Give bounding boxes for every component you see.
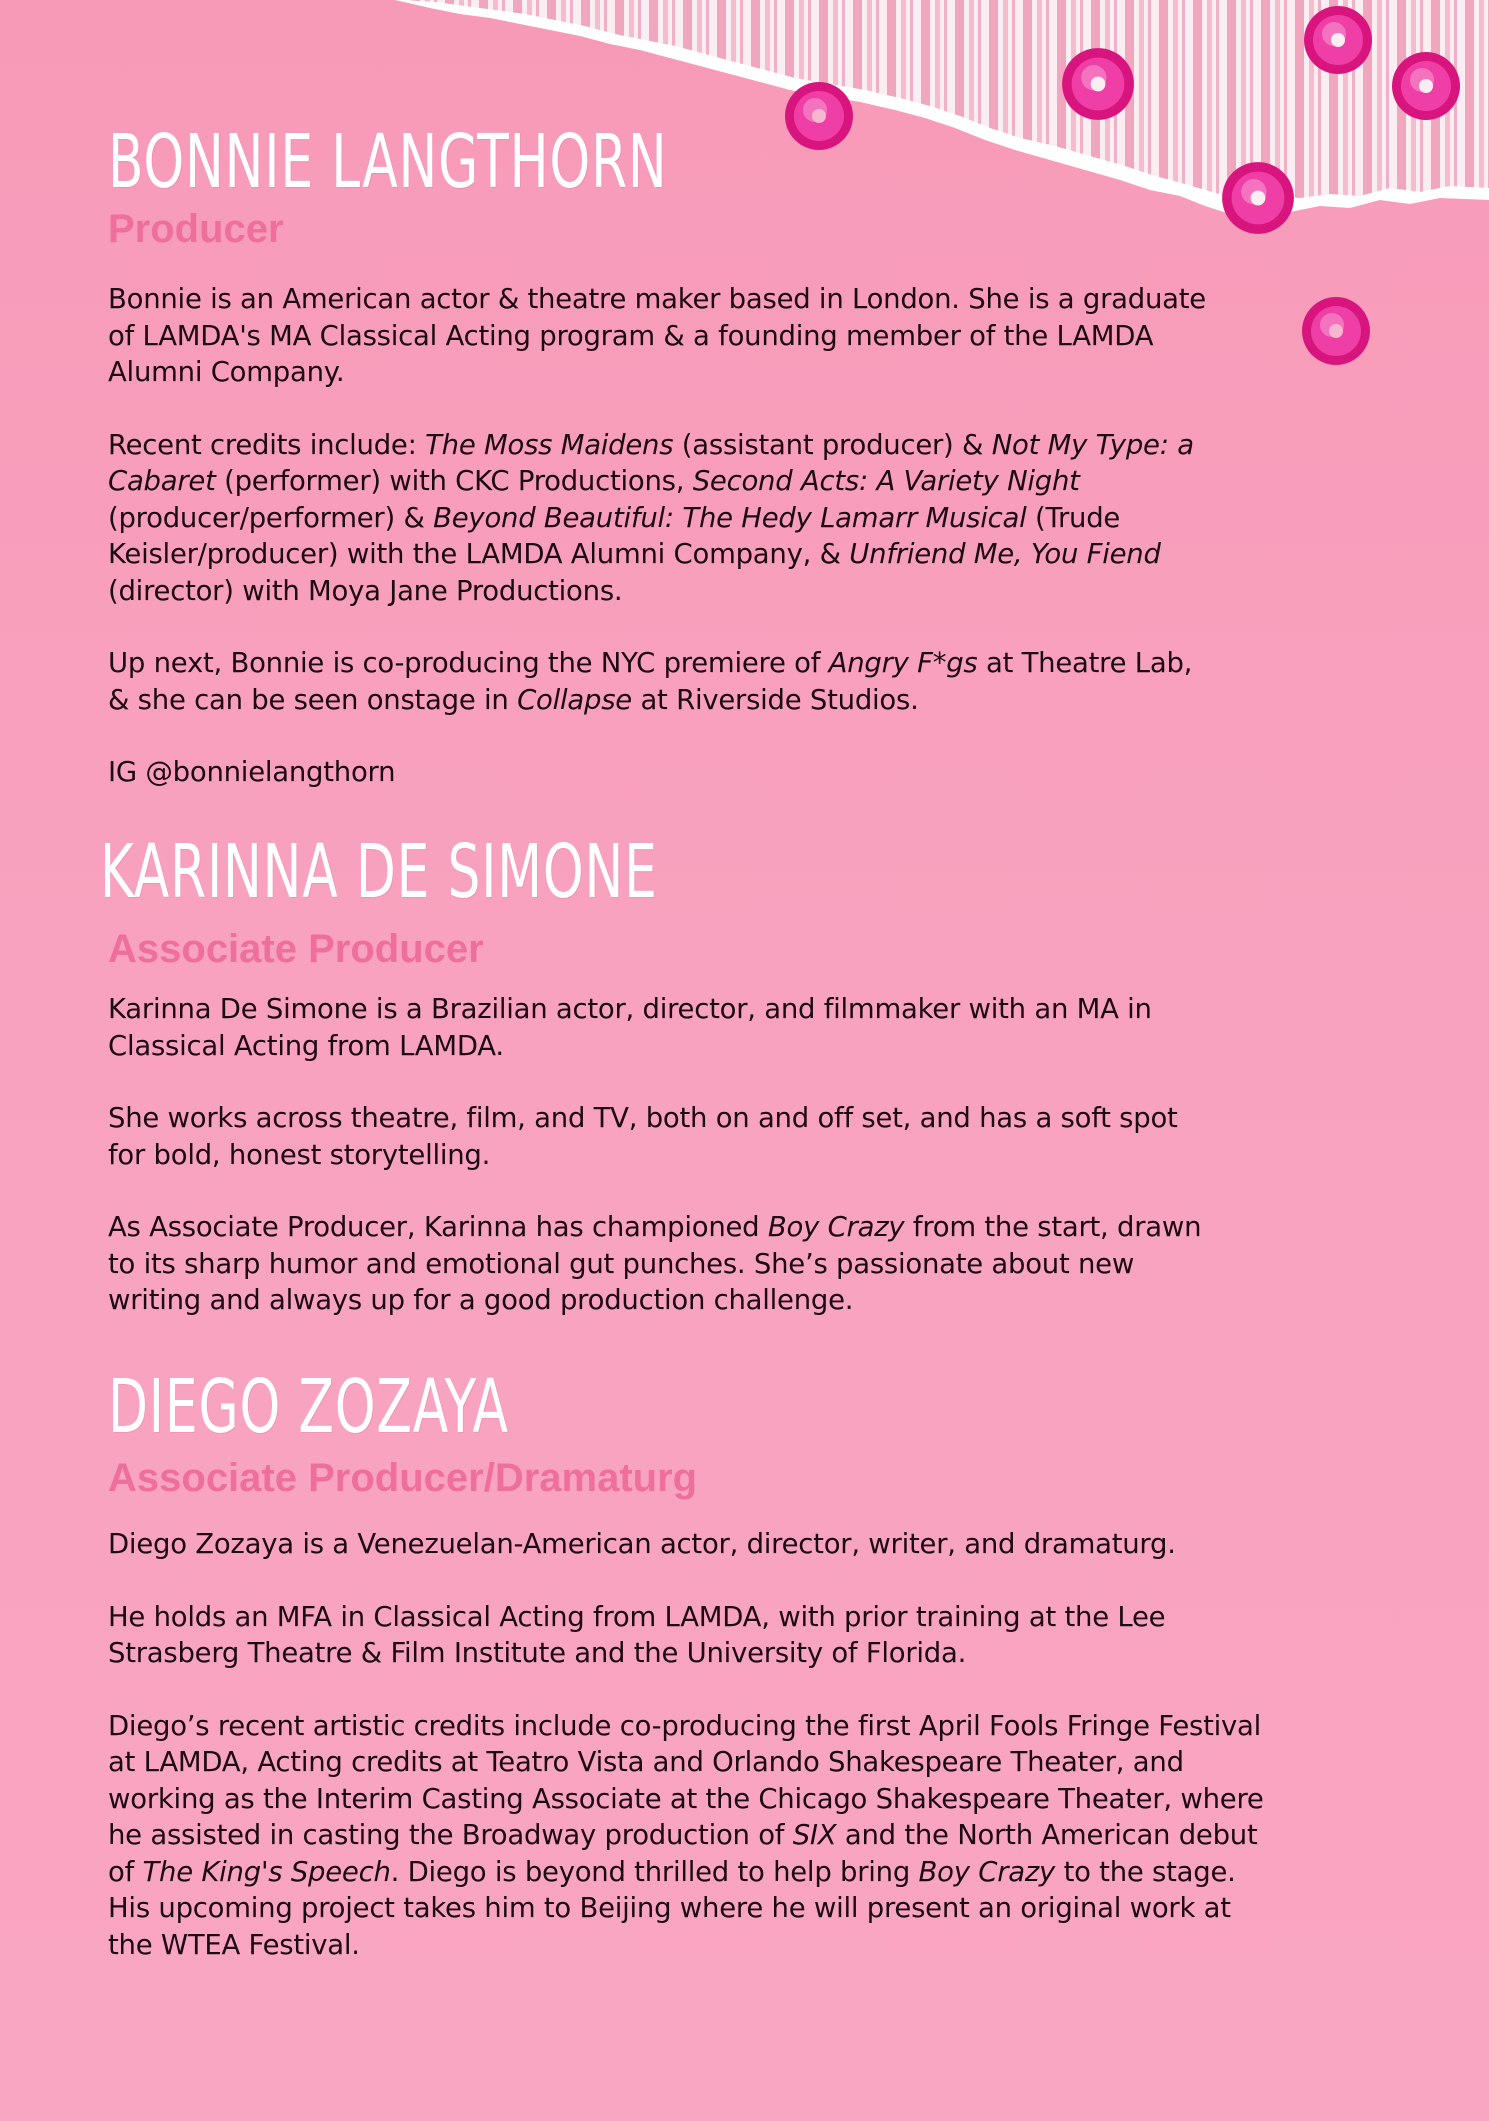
italic-title: Collapse bbox=[517, 683, 632, 716]
text-run: Diego Zozaya is a Venezuelan-American actor, director, writer, and dramaturg. bbox=[108, 1528, 1176, 1560]
person-role: Producer bbox=[108, 207, 284, 251]
person-name: DIEGO ZOZAYA bbox=[108, 1364, 509, 1450]
bio-section-diego bbox=[108, 1364, 1264, 1961]
text-run: She works across theatre, film, and TV, both on and off set, and has a soft spot for bold, honest storytelling. bbox=[108, 1102, 1178, 1171]
bio-paragraph bbox=[108, 1708, 1283, 1964]
text-run: Recent credits include: bbox=[108, 428, 426, 461]
italic-title: Beyond Beautiful: The Hedy Lamarr Musical bbox=[433, 501, 1027, 534]
text-run: from the start, drawn to its sharp humor and emotional gut punches. She’s passionate about new writing and always up for a good production challenge. bbox=[108, 1211, 1202, 1316]
bio-paragraph bbox=[108, 645, 1218, 718]
bio-text bbox=[108, 991, 1218, 1319]
text-run: at Theatre Lab, & she can be seen onstage in bbox=[108, 647, 1193, 716]
bio-paragraph bbox=[108, 754, 1218, 791]
text-run: and the North American debut of bbox=[108, 1819, 1258, 1888]
text-run: to the stage. His upcoming project takes him to Beijing where he will present an original work at the WTEA Festival. bbox=[108, 1855, 1236, 1961]
text-run: IG @bonnielangthorn bbox=[108, 756, 396, 788]
text-run: Bonnie is an American actor & theatre maker based in London. She is a graduate of LAMDA's MA Classical Acting program & a founding member of the LAMDA Alumni Company. bbox=[108, 283, 1206, 388]
text-run: As Associate Producer, Karinna has championed bbox=[108, 1211, 768, 1243]
text-run: . Diego is beyond thrilled to help bring bbox=[390, 1855, 919, 1888]
person-name: BONNIE LANGTHORN bbox=[108, 119, 668, 205]
person-name: KARINNA DE SIMONE bbox=[100, 829, 658, 915]
italic-title: SIX bbox=[792, 1819, 837, 1851]
bio-paragraph bbox=[108, 1209, 1218, 1319]
italic-title: Unfriend Me, You Fiend bbox=[849, 538, 1161, 570]
italic-title: The King's Speech bbox=[142, 1855, 391, 1888]
text-run: (assistant producer) & bbox=[673, 428, 992, 461]
text-run: Up next, Bonnie is co-producing the NYC premiere of bbox=[108, 647, 829, 679]
sequin-icon bbox=[1060, 46, 1136, 122]
italic-title: Second Acts: A Variety Night bbox=[692, 465, 1080, 497]
bio-section-karinna bbox=[100, 829, 1202, 1316]
italic-title: Boy Crazy bbox=[767, 1211, 905, 1243]
text-run: Karinna De Simone is a Brazilian actor, director, and filmmaker with an MA in Classical Acting from LAMDA. bbox=[108, 993, 1152, 1062]
text-run: (performer) with CKC Productions, bbox=[215, 465, 693, 497]
sequin-icon bbox=[1390, 50, 1462, 122]
italic-title: Angry F*gs bbox=[828, 647, 978, 679]
bio-paragraph bbox=[108, 991, 1218, 1064]
text-run: Diego’s recent artistic credits include co-producing the first April Fools Fringe Festival at LAMDA, Acting credits at Teatro Vista and Orlando Shakespeare Theater, and working as the Interim Casting Associate at the Chicago Shakespeare Theater, where he assisted in casting the Broadway production of bbox=[108, 1709, 1264, 1851]
person-role: Associate Producer bbox=[108, 927, 484, 971]
italic-title: The Moss Maidens bbox=[425, 428, 674, 461]
person-role: Associate Producer/Dramaturg bbox=[108, 1456, 698, 1500]
bio-paragraph bbox=[108, 1526, 1283, 1563]
bio-text bbox=[108, 281, 1218, 791]
italic-title: Boy Crazy bbox=[918, 1855, 1056, 1888]
text-run: at Riverside Studios. bbox=[631, 683, 919, 716]
italic-title: Not My Type: a Cabaret bbox=[108, 428, 1194, 497]
sequin-icon bbox=[1300, 295, 1372, 367]
bio-paragraph bbox=[108, 427, 1218, 610]
text-run: He holds an MFA in Classical Acting from LAMDA, with prior training at the Lee Strasberg Theatre & Film Institute and the University of Florida. bbox=[108, 1600, 1166, 1669]
bio-paragraph bbox=[108, 1100, 1218, 1173]
text-run: (Trude Keisler/producer) with the LAMDA Alumni Company, & bbox=[108, 501, 1121, 570]
bio-paragraph bbox=[108, 281, 1218, 391]
bio-section-bonnie bbox=[108, 119, 1206, 788]
sequin-icon bbox=[1302, 4, 1374, 76]
bio-paragraph bbox=[108, 1599, 1283, 1672]
text-run: (producer/performer) & bbox=[108, 501, 434, 534]
sequin-icon bbox=[1220, 160, 1296, 236]
bio-text bbox=[108, 1526, 1283, 1963]
text-run: (director) with Moya Jane Productions. bbox=[108, 574, 623, 607]
